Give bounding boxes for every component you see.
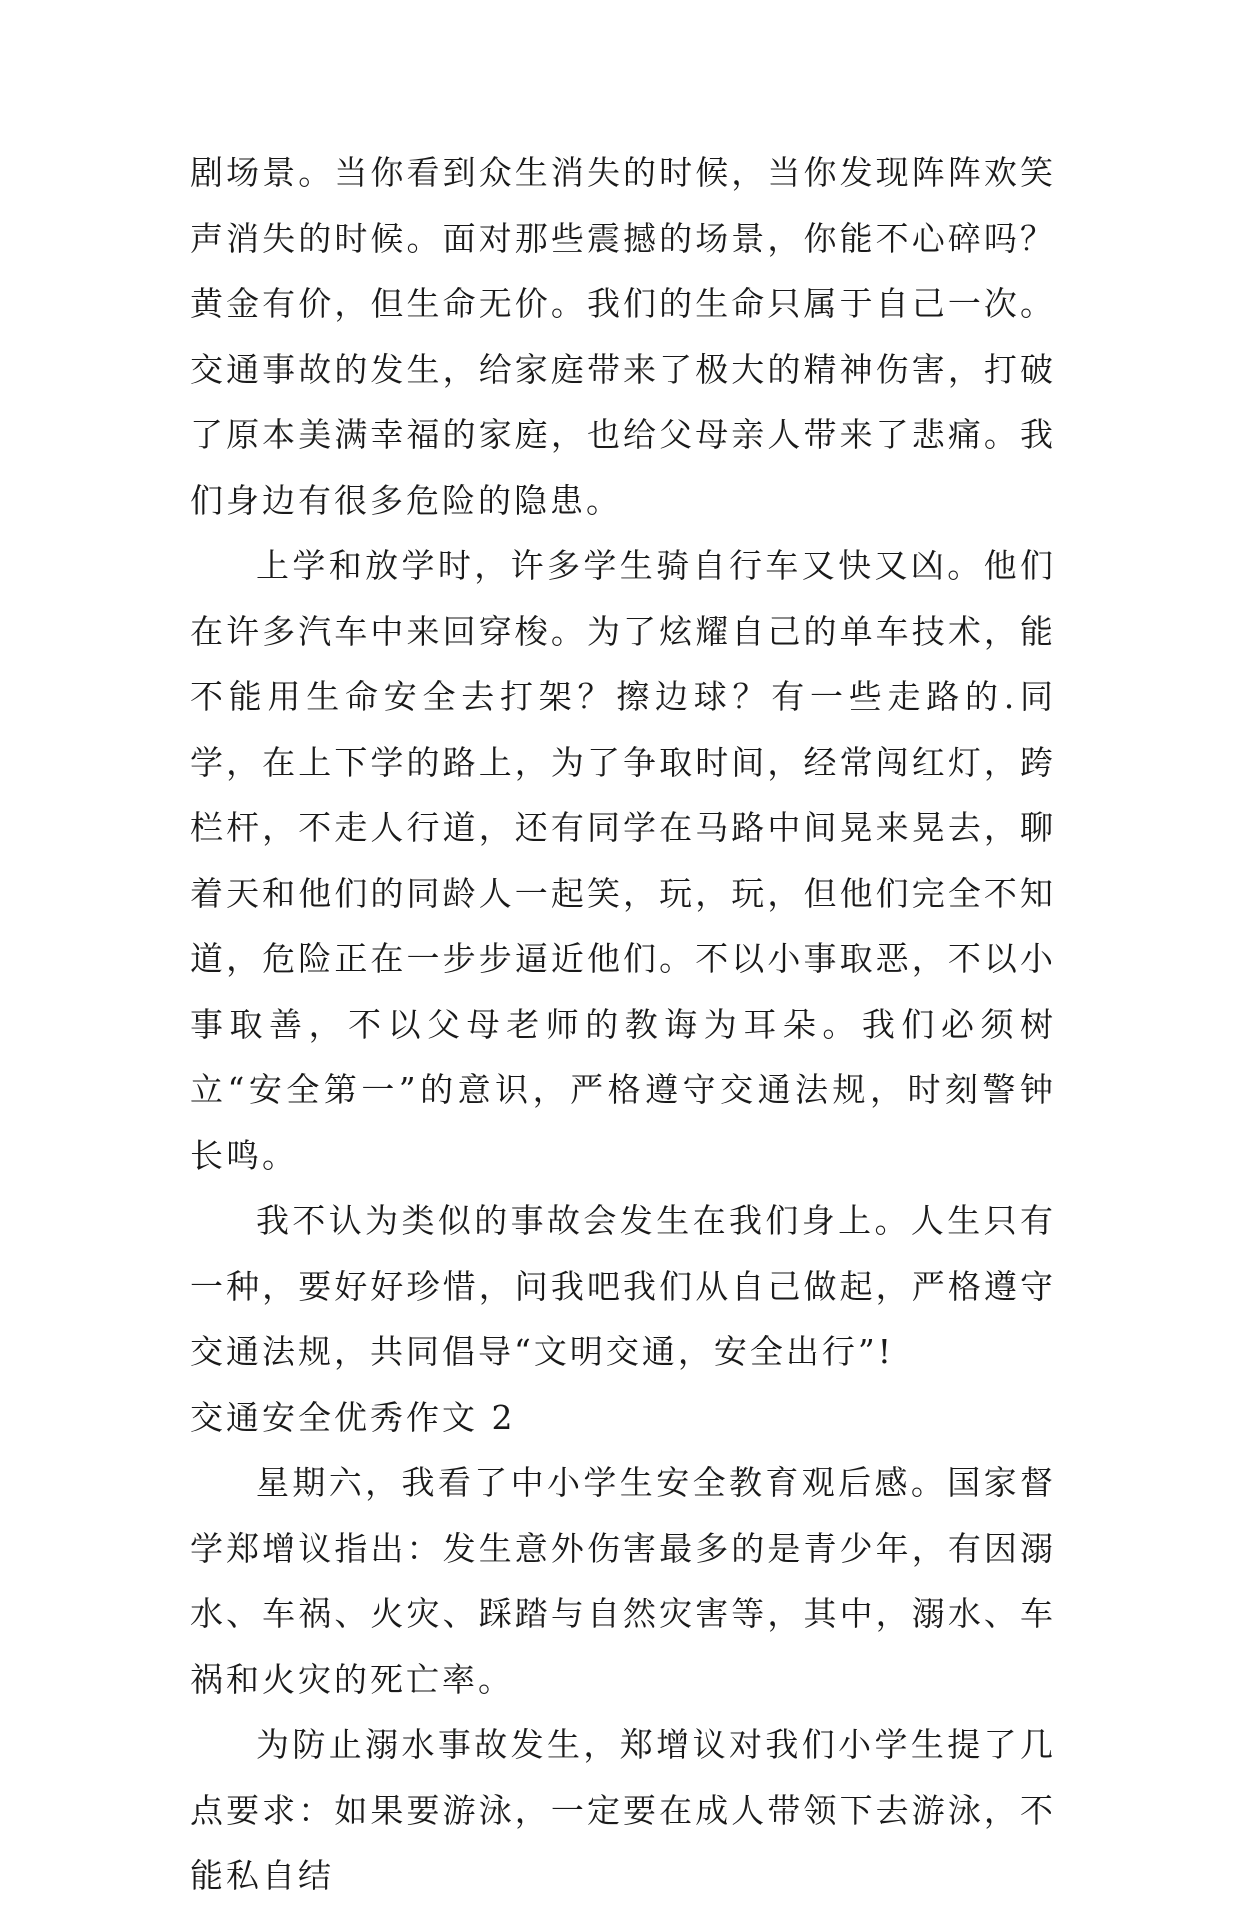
section-title: 交通安全优秀作文 2 <box>190 1397 516 1437</box>
paragraph-3: 我不认为类似的事故会发生在我们身上。人生只有一种，要好好珍惜，问我吧我们从自己做起，严格遵守交通法规，共同倡导“文明交通，安全出行”! <box>190 1201 1056 1371</box>
section-paragraph-1: 星期六，我看了中小学生安全教育观后感。国家督学郑增议指出：发生意外伤害最多的是青少年，有因溺水、车祸、火灾、踩踏与自然灾害等，其中，溺水、车祸和火灾的死亡率。 <box>190 1463 1056 1699</box>
section-paragraph-2: 为防止溺水事故发生，郑增议对我们小学生提了几点要求：如果要游泳，一定要在成人带领下去游泳，不能私自结 <box>190 1725 1056 1895</box>
paragraph-2: 上学和放学时，许多学生骑自行车又快又凶。他们在许多汽车中来回穿梭。为了炫耀自己的单车技术，能不能用生命安全去打架？擦边球？有一些走路的.同学，在上下学的路上，为了争取时间，经常闯红灯，跨栏杆，不走人行道，还有同学在马路中间晃来晃去，聊着天和他们的同龄人一起笑，玩，玩，但他们完全不知道，危险正在一步步逼近他们。不以小事取恶，不以小事取善，不以父母老师的教诲为耳朵。我们必须树立“安全第一”的意识，严格遵守交通法规，时刻警钟长鸣。 <box>190 546 1056 1175</box>
document-page <box>190 140 1056 1909</box>
paragraph-1: 剧场景。当你看到众生消失的时候，当你发现阵阵欢笑声消失的时候。面对那些震撼的场景，你能不心碎吗？黄金有价，但生命无价。我们的生命只属于自己一次。交通事故的发生，给家庭带来了极大的精神伤害，打破了原本美满幸福的家庭，也给父母亲人带来了悲痛。我们身边有很多危险的隐患。 <box>190 153 1056 520</box>
